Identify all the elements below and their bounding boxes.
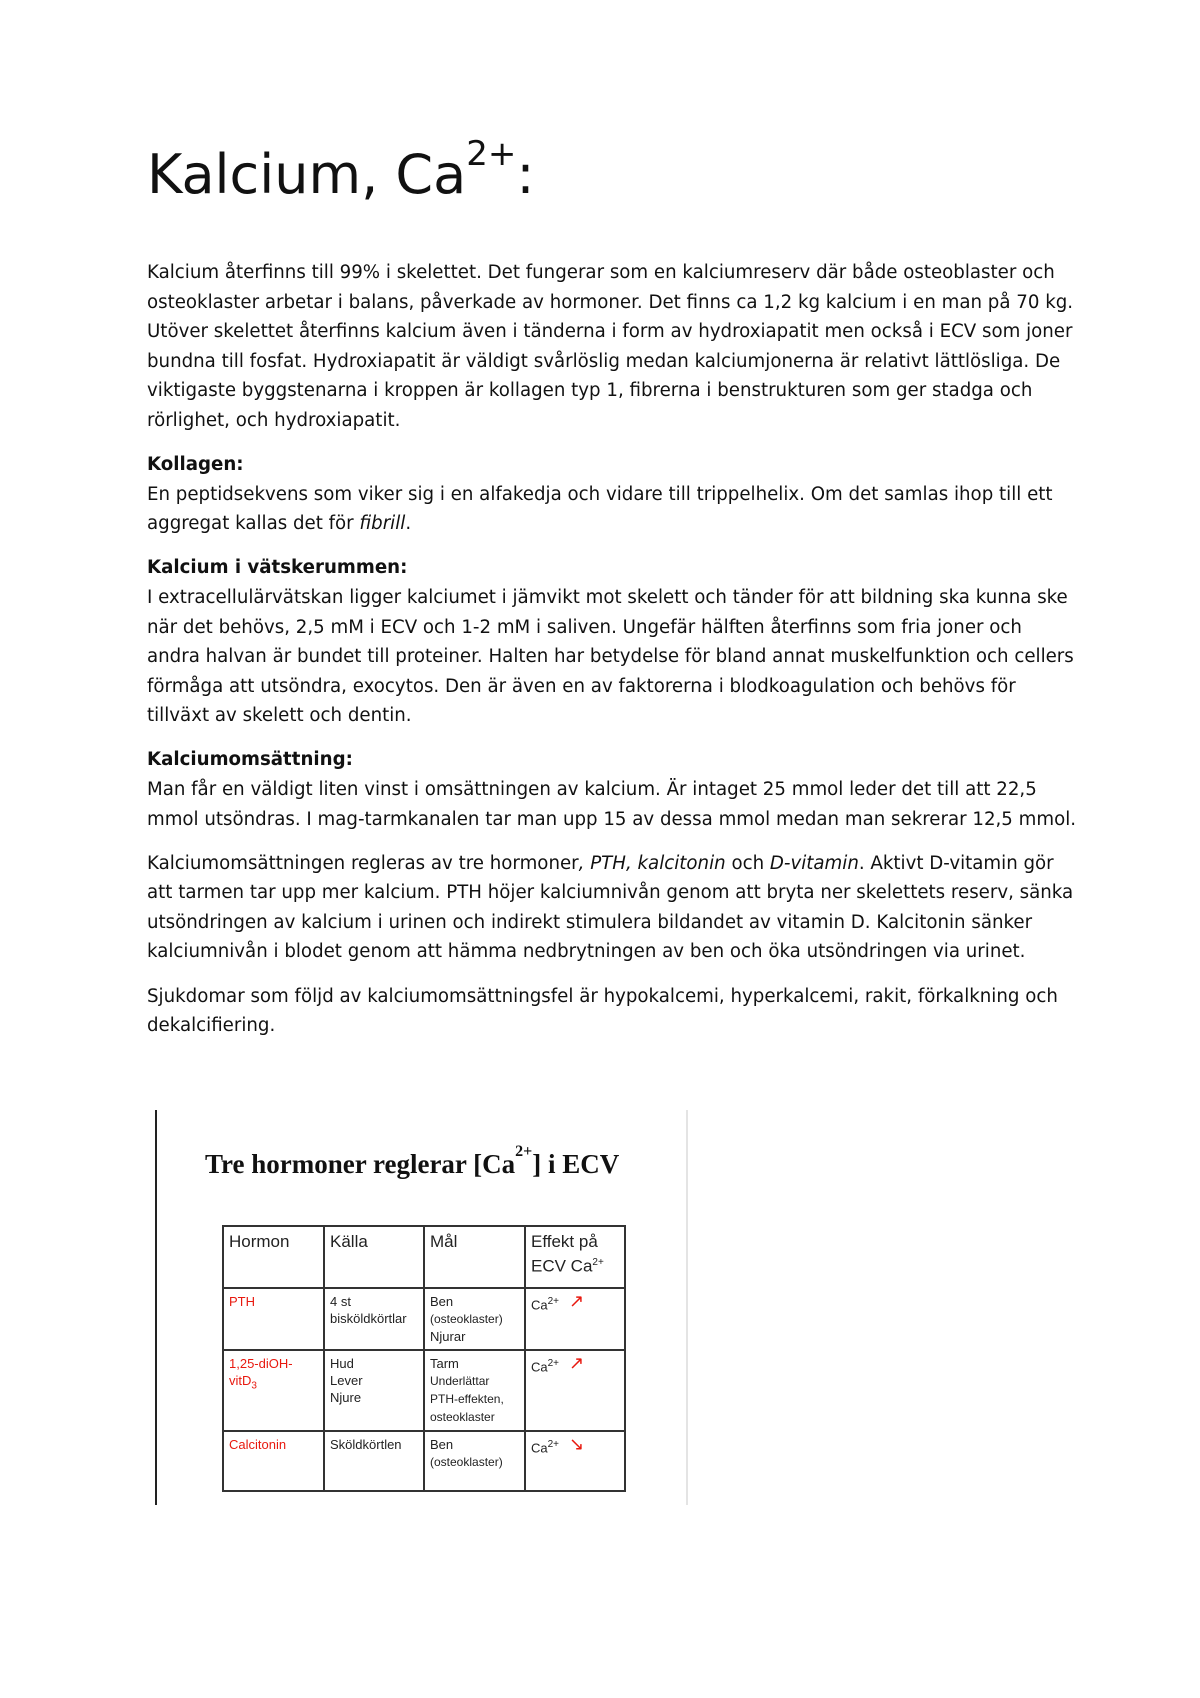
page-title [147,134,535,210]
title-suffix: : [516,143,535,206]
header-effekt [525,1226,625,1288]
kollagen-heading: Kollagen: [147,454,244,476]
vatskerum-heading: Kalcium i vätskerummen: [147,557,408,579]
row3-mal-1: Ben [430,1437,454,1452]
row1-mal [424,1288,525,1350]
row3-effekt-sup: 2+ [547,1439,560,1450]
row3-effekt [525,1431,625,1491]
row1-mal-2: (osteoklaster) [430,1312,503,1326]
row1-hormon: PTH [223,1288,324,1350]
row1-kalla-2: bisköldkörtlar [330,1311,407,1326]
reglering-hormones-italic: , PTH, kalcitonin [578,852,726,874]
row2-mal-3: PTH-effekten, [430,1392,504,1406]
table-header-row [223,1226,625,1288]
row2-kalla-3: Njure [330,1390,362,1405]
kollagen-end: . [405,513,412,535]
reglering-text-e: . Aktivt D-vitamin gör att tarmen tar upp mer kalcium. PTH höjer kalciumnivån genom att bryta ner skelettets reserv, sänka utsöndringen av kalcium i urinen och indirekt stimulera bildandet av vitamin D. Kalcitonin sänker kalciumnivån i blodet genom att hämma nedbrytningen av ben och öka utsöndringen via urinet. [147,852,1074,963]
row2-hormon-sub: 3 [251,1380,257,1392]
row2-hormon-2: vitD [229,1373,252,1388]
arrow-down-icon: ↘ [569,1434,585,1454]
header-mal: Mål [424,1226,525,1288]
row3-effekt-ca: Ca [531,1440,548,1456]
row3-hormon: Calcitonin [223,1431,324,1491]
row2-effekt-ca: Ca [531,1359,548,1375]
document-body [147,258,1077,1055]
sjukdomar-paragraph: Sjukdomar som följd av kalciumomsättningsfel är hypokalcemi, hyperkalcemi, rakit, förkalkning och dekalcifiering. [147,985,1058,1037]
kollagen-text: En peptidsekvens som viker sig i en alfakedja och vidare till trippelhelix. Om det samlas ihop till ett aggregat kallas det för [147,483,1053,535]
row3-mal-2: (osteoklaster) [430,1455,503,1469]
header-effekt-sup: 2+ [592,1257,604,1268]
omsattning-text: Man får en väldigt liten vinst i omsättningen av kalcium. Är intaget 25 mmol leder det till att 22,5 mmol utsöndras. I mag-tarmkanalen tar man upp 15 av dessa mmol medan man sekrerar 12,5 mmol. [147,779,1077,830]
row2-effekt-sup: 2+ [547,1358,560,1369]
row1-mal-3: Njurar [430,1329,466,1344]
table-row [223,1288,625,1350]
kollagen-section [147,450,1077,539]
omsattning-section [147,745,1077,834]
header-effekt-line1: Effekt på [531,1232,598,1251]
reglering-paragraph [147,849,1077,967]
row2-kalla-1: Hud [330,1356,354,1371]
hormone-table [222,1225,626,1492]
vatskerum-text: I extracellulärvätskan ligger kalciumet i jämvikt mot skelett och tänder för att bildning ska kunna ske när det behövs, 2,5 mM i ECV och 1-2 mM i saliven. Ungefär hälften återfinns som fria joner och andra halvan är bundet till proteiner. Halten har betydelse för bland annat muskelfunktion och cellers förmåga att utsöndra, exocytos. Den är även en av faktorerna i blodkoagulation och behövs för tillväxt av skelett och dentin. [147,586,1074,727]
title-text: Kalcium, Ca [147,143,467,206]
table-row [223,1350,625,1431]
row2-mal-2: Underlättar [430,1374,490,1388]
intro-paragraph: Kalcium återfinns till 99% i skelettet. Det fungerar som en kalciumreserv där både osteoblaster och osteoklaster arbetar i balans, påverkade av hormoner. Det finns ca 1,2 kg kalcium i en man på 70 kg. Utöver skelettet återfinns kalcium även i tänderna i form av hydroxiapatit men också i ECV som joner bundna till fosfat. Hydroxiapatit är väldigt svårlöslig medan kalciumjonerna är relativt lättlösliga. De viktigaste byggstenarna i kroppen är kollagen typ 1, fibrerna i benstrukturen som ger stadga och rörlighet, och hydroxiapatit. [147,262,1074,431]
arrow-up-icon: ↗ [569,1353,585,1373]
figure-left-border [155,1110,157,1505]
row2-hormon [223,1350,324,1431]
omsattning-heading: Kalciumomsättning: [147,749,353,771]
arrow-up-icon: ↗ [569,1291,585,1311]
row1-effekt-ca: Ca [531,1297,548,1313]
row2-mal [424,1350,525,1431]
kollagen-italic: fibrill [359,513,406,535]
row2-mal-1: Tarm [430,1356,459,1371]
row2-kalla [324,1350,424,1431]
row1-effekt [525,1288,625,1350]
row3-kalla: Sköldkörtlen [324,1431,424,1491]
reglering-dvitamin-italic: D-vitamin [769,852,859,874]
row1-effekt-sup: 2+ [547,1296,560,1307]
row2-effekt [525,1350,625,1431]
figure-title-post: ] i ECV [532,1149,620,1179]
header-hormon: Hormon [223,1226,324,1288]
figure-title-sup: 2+ [515,1143,533,1160]
figure-title-pre: Tre hormoner reglerar [Ca [205,1149,516,1179]
hormone-figure [155,1110,688,1505]
vatskerum-section [147,553,1077,731]
row1-kalla-1: 4 st [330,1294,351,1309]
row1-mal-1: Ben [430,1294,454,1309]
table-row [223,1431,625,1491]
figure-right-border [686,1110,688,1505]
reglering-text-a: Kalciumomsättningen regleras av tre hormoner [147,852,579,874]
row1-kalla [324,1288,424,1350]
header-effekt-line2: ECV Ca [531,1256,593,1276]
figure-title [205,1143,620,1182]
title-superscript: 2+ [466,134,517,174]
row3-mal [424,1431,525,1491]
row2-mal-4: osteoklaster [430,1410,495,1424]
row2-kalla-2: Lever [330,1373,363,1388]
row2-hormon-1: 1,25-diOH- [229,1356,293,1371]
header-kalla: Källa [324,1226,424,1288]
reglering-text-c: och [725,852,770,874]
